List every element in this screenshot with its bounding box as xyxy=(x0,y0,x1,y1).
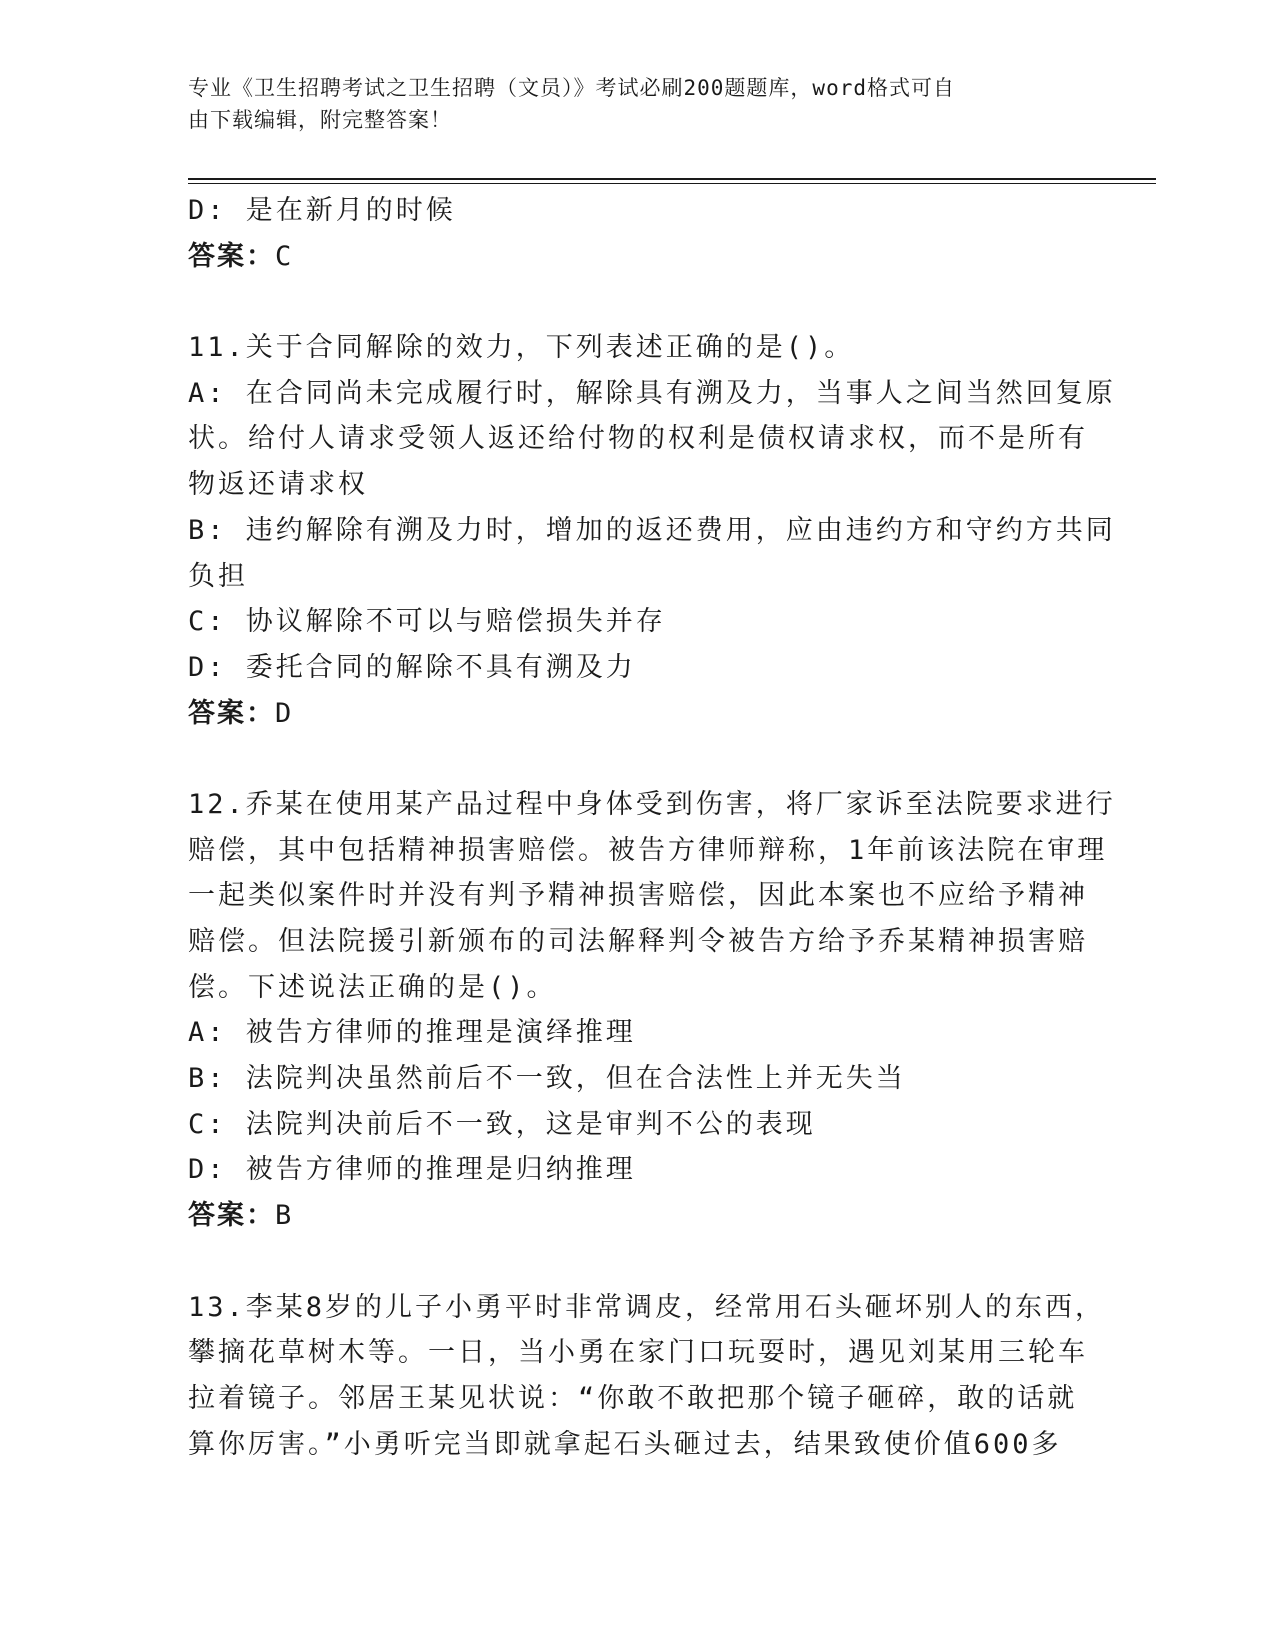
answer-line xyxy=(188,1193,1088,1239)
question-gap xyxy=(188,279,1088,325)
question-13 xyxy=(188,1285,1106,1468)
question-11 xyxy=(188,325,1116,736)
question-gap xyxy=(188,1239,1088,1285)
question-stem-line-1: 13.李某8岁的儿子小勇平时非常调皮，经常用石头砸坏别人的东西， xyxy=(188,1291,1106,1323)
header-rule-thin xyxy=(188,183,1156,184)
answer-label: 答案： xyxy=(188,240,275,272)
answer-value: B xyxy=(275,1200,294,1232)
question-gap xyxy=(188,736,1088,782)
option-a-line-1: A: 在合同尚未完成履行时，解除具有溯及力，当事人之间当然回复原 xyxy=(188,377,1116,409)
question-stem-line-3: 拉着镜子。邻居王某见状说：“你敢不敢把那个镜子砸碎，敢的话就 xyxy=(188,1382,1078,1414)
answer-line xyxy=(188,234,1088,280)
option-b-line-2: 负担 xyxy=(188,560,248,592)
question-stem-line-4: 算你厉害。”小勇听完当即就拿起石头砸过去，结果致使价值600多 xyxy=(188,1428,1062,1460)
header-line-1: 专业《卫生招聘考试之卫生招聘（文员）》考试必刷200题题库，word格式可自 xyxy=(188,76,955,100)
answer-value: C xyxy=(275,240,294,272)
option-b: B: 法院判决虽然前后不一致，但在合法性上并无失当 xyxy=(188,1063,906,1095)
answer-label: 答案： xyxy=(188,1200,275,1232)
option-d: D: 委托合同的解除不具有溯及力 xyxy=(188,651,636,683)
question-stem-line-3: 一起类似案件时并没有判予精神损害赔偿，因此本案也不应给予精神 xyxy=(188,880,1088,912)
option-b-line-1: B: 违约解除有溯及力时，增加的返还费用，应由违约方和守约方共同 xyxy=(188,514,1116,546)
header-line-2: 由下载编辑，附完整答案！ xyxy=(188,108,452,132)
option-a-line-2: 状。给付人请求受领人返还给付物的权利是债权请求权，而不是所有 xyxy=(188,423,1088,455)
header-rule-thick xyxy=(188,178,1156,180)
question-stem: 11.关于合同解除的效力，下列表述正确的是()。 xyxy=(188,332,855,364)
question-stem-line-2: 赔偿，其中包括精神损害赔偿。被告方律师辩称，1年前该法院在审理 xyxy=(188,834,1108,866)
question-stem-line-1: 12.乔某在使用某产品过程中身体受到伤害，将厂家诉至法院要求进行 xyxy=(188,788,1116,820)
question-12 xyxy=(188,782,1116,1239)
answer-label: 答案： xyxy=(188,697,275,729)
option-a-line-3: 物返还请求权 xyxy=(188,469,368,501)
answer-line xyxy=(188,691,1088,737)
option-c: C: 协议解除不可以与赔偿损失并存 xyxy=(188,606,666,638)
question-10-tail xyxy=(188,188,1088,279)
document-body xyxy=(188,188,1116,1467)
option-a: A: 被告方律师的推理是演绎推理 xyxy=(188,1017,636,1049)
answer-value: D xyxy=(275,697,294,729)
question-stem-line-2: 攀摘花草树木等。一日，当小勇在家门口玩耍时，遇见刘某用三轮车 xyxy=(188,1337,1088,1369)
question-stem-line-4: 赔偿。但法院援引新颁布的司法解释判令被告方给予乔某精神损害赔 xyxy=(188,926,1088,957)
option-d: D: 是在新月的时候 xyxy=(188,195,456,226)
option-d: D: 被告方律师的推理是归纳推理 xyxy=(188,1154,636,1186)
document-header xyxy=(188,72,1068,136)
option-c: C: 法院判决前后不一致，这是审判不公的表现 xyxy=(188,1108,816,1140)
question-stem-line-5: 偿。下述说法正确的是()。 xyxy=(188,971,557,1003)
